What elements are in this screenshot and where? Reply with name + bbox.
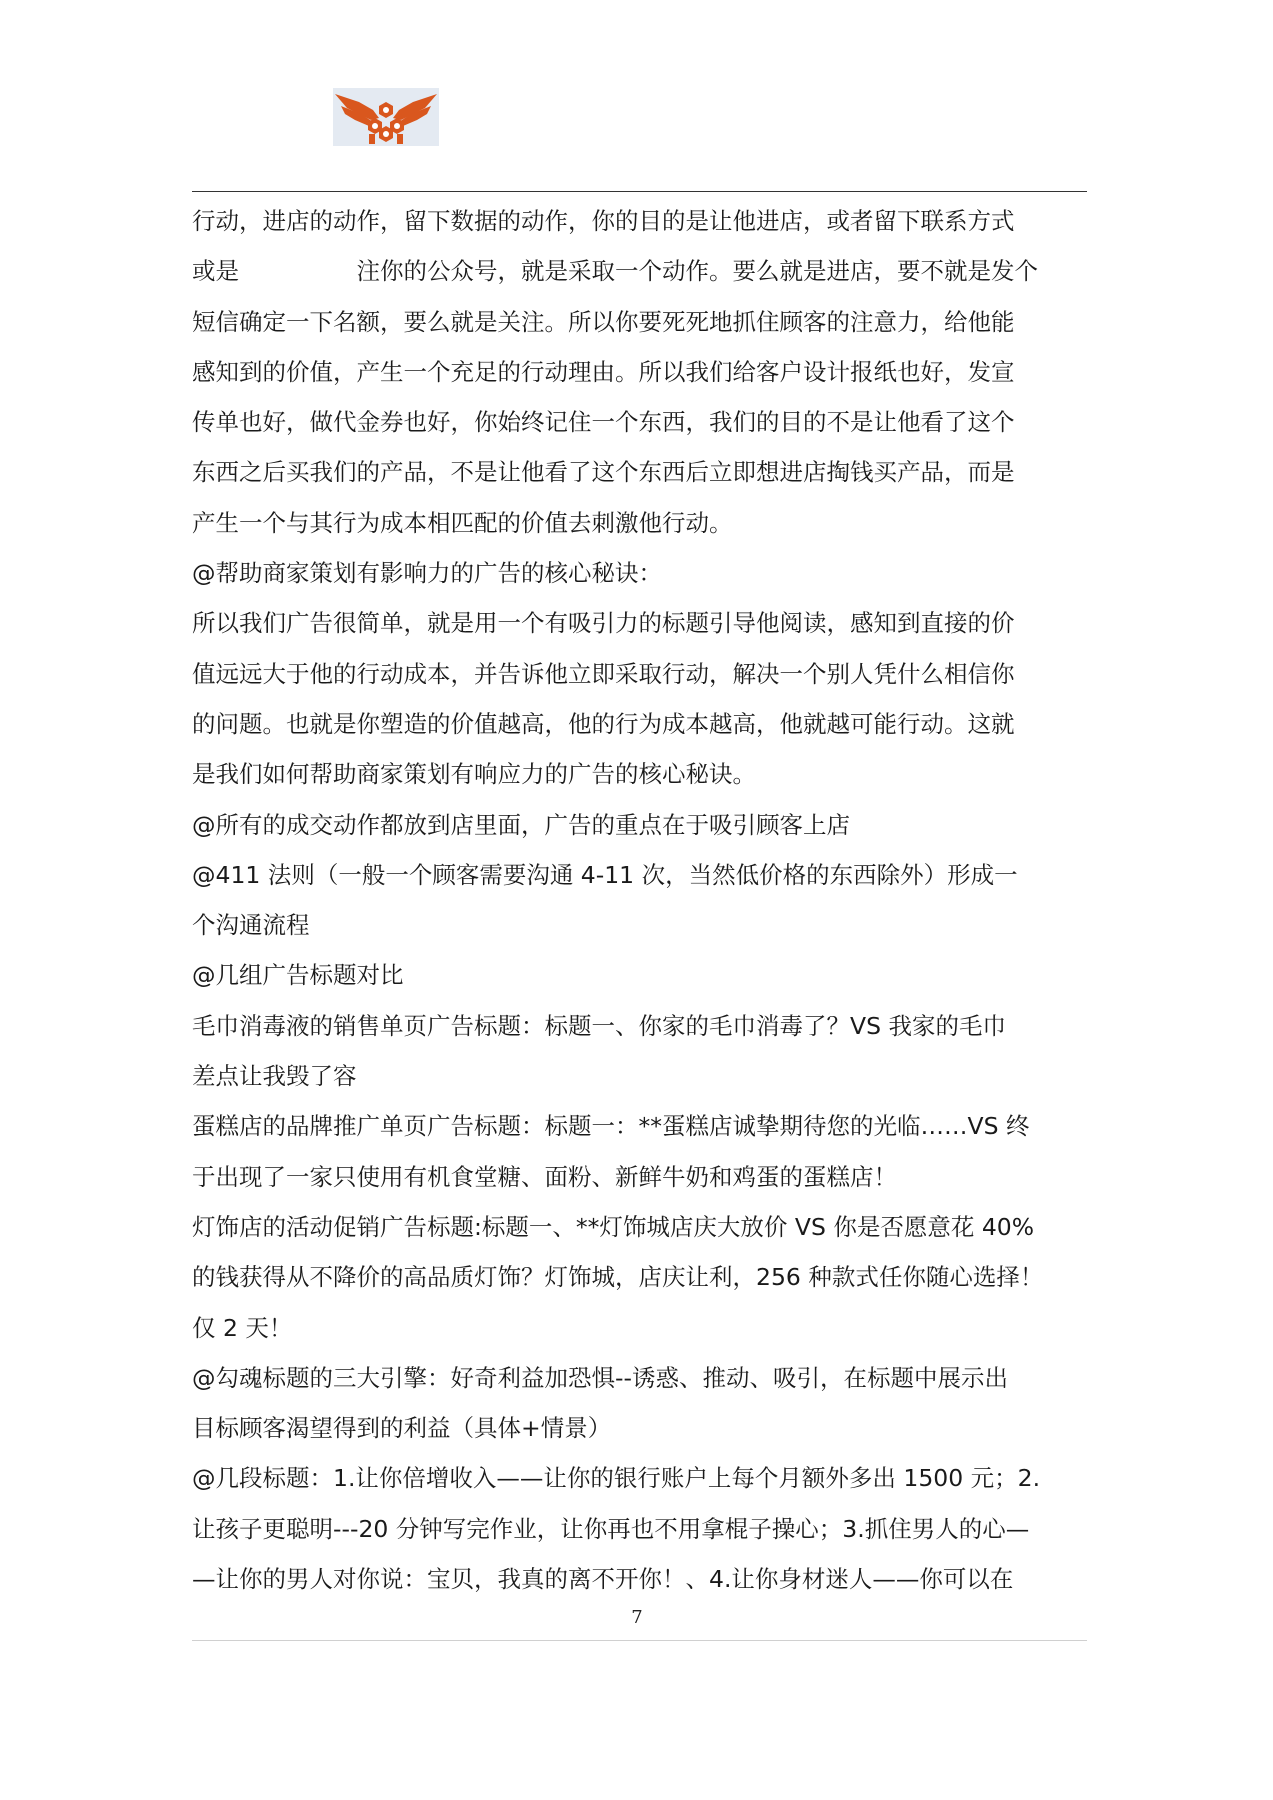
text-line: 灯饰店的活动促销广告标题:标题一、**灯饰城店庆大放价 VS 你是否愿意花 40%: [192, 1212, 1035, 1241]
text-line: 产生一个与其行为成本相匹配的价值去刺激他行动。: [192, 508, 733, 537]
text-line: 的问题。也就是你塑造的价值越高，他的行为成本越高，他就越可能行动。这就: [192, 709, 1015, 738]
text-line: 目标顾客渴望得到的利益（具体+情景）: [192, 1414, 612, 1443]
company-logo: [333, 88, 439, 146]
text-line: 仅 2 天！: [192, 1313, 293, 1342]
text-line: 个沟通流程: [192, 911, 310, 940]
text-line: @几组广告标题对比: [192, 961, 404, 990]
text-line: 所以我们广告很简单，就是用一个有吸引力的标题引导他阅读，感知到直接的价: [192, 609, 1015, 638]
text-line: 蛋糕店的品牌推广单页广告标题：标题一：**蛋糕店诚挚期待您的光临……VS 终: [192, 1112, 1030, 1141]
text-line: 让孩子更聪明---20 分钟写完作业，让你再也不用拿棍子操心；3.抓住男人的心—: [192, 1514, 1030, 1543]
text-line: 传单也好，做代金券也好，你始终记住一个东西，我们的目的不是让他看了这个: [192, 408, 1015, 437]
text-line: 东西之后买我们的产品，不是让他看了这个东西后立即想进店掏钱买产品，而是: [192, 458, 1015, 487]
text-line: —让你的男人对你说：宝贝，我真的离不开你！、4.让你身材迷人——你可以在: [192, 1565, 1014, 1594]
text-line: 短信确定一下名额，要么就是关注。所以你要死死地抓住顾客的注意力，给他能: [192, 307, 1015, 336]
text-line: @411 法则（一般一个顾客需要沟通 4-11 次，当然低价格的东西除外）形成一: [192, 860, 1018, 889]
text-line: 差点让我毁了容: [192, 1062, 357, 1091]
page-number: 7: [631, 1607, 643, 1628]
text-line: 或是 注你的公众号，就是采取一个动作。要么就是进店，要不就是发个: [192, 257, 1038, 286]
body-text: [192, 196, 1087, 1604]
footer-divider: [192, 1640, 1087, 1641]
text-line: 的钱获得从不降价的高品质灯饰？灯饰城，店庆让利，256 种款式任你随心选择！: [192, 1263, 1044, 1292]
text-line: @几段标题：1.让你倍增收入——让你的银行账户上每个月额外多出 1500 元；2.: [192, 1464, 1041, 1493]
text-line: 值远远大于他的行动成本，并告诉他立即采取行动，解决一个别人凭什么相信你: [192, 659, 1015, 688]
header-divider: [192, 191, 1087, 192]
text-line: 行动，进店的动作，留下数据的动作，你的目的是让他进店，或者留下联系方式: [192, 207, 1015, 235]
text-line: 感知到的价值，产生一个充足的行动理由。所以我们给客户设计报纸也好，发宣: [192, 357, 1015, 386]
text-line: @所有的成交动作都放到店里面，广告的重点在于吸引顾客上店: [192, 810, 850, 839]
text-line: 是我们如何帮助商家策划有响应力的广告的核心秘诀。: [192, 760, 756, 789]
text-line: 毛巾消毒液的销售单页广告标题：标题一、你家的毛巾消毒了？VS 我家的毛巾: [192, 1011, 1006, 1040]
text-line: @帮助商家策划有影响力的广告的核心秘诀：: [192, 559, 662, 588]
winged-emblem-icon: [333, 88, 439, 146]
text-line: 于出现了一家只使用有机食堂糖、面粉、新鲜牛奶和鸡蛋的蛋糕店！: [192, 1162, 897, 1191]
text-line: @勾魂标题的三大引擎：好奇利益加恐惧--诱惑、推动、吸引，在标题中展示出: [192, 1363, 1008, 1392]
